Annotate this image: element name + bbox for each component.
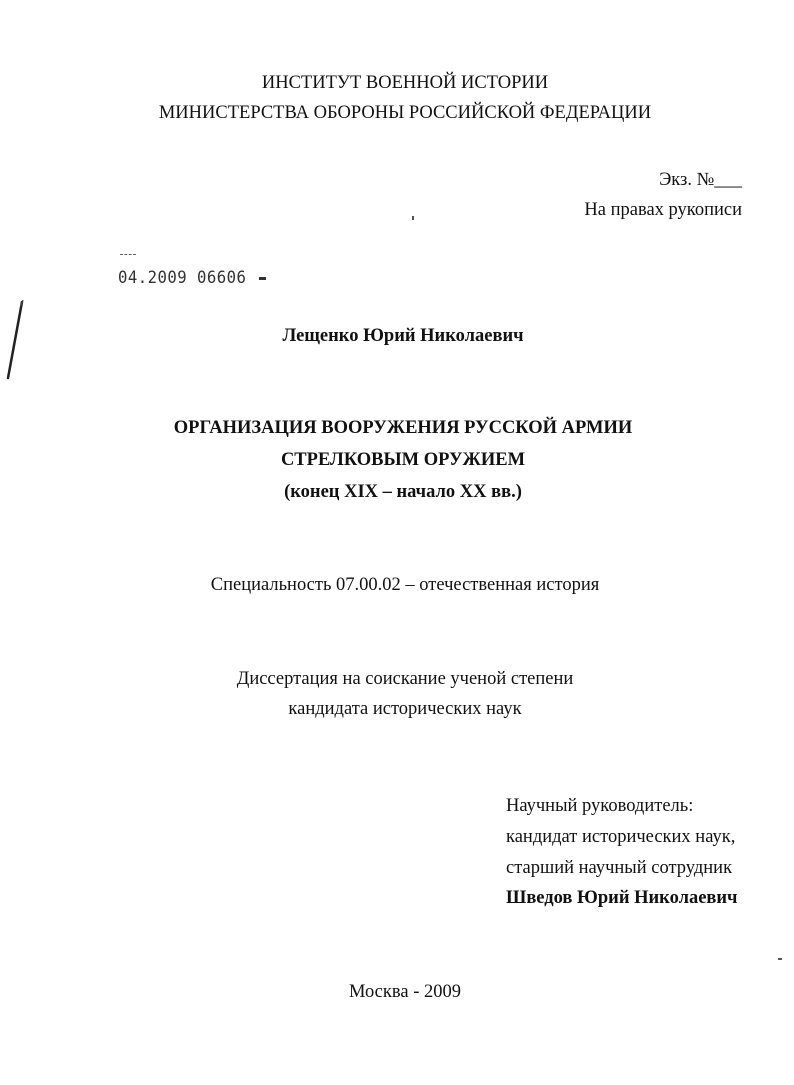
dissertation-title-line-2: СТРЕЛКОВЫМ ОРУЖИЕМ [280,450,526,470]
dissertation-degree-line-1: Диссертация на соискание ученой степени [236,669,574,689]
supervisor-degree: кандидат исторических наук, [506,827,736,847]
dissertation-degree-line-2: кандидата исторических наук [288,699,522,719]
scan-speck [778,958,782,960]
dissertation-title-line-1: ОРГАНИЗАЦИЯ ВООРУЖЕНИЯ РУССКОЙ АРМИИ [173,418,633,438]
dissertation-period: (конец XIX – начало XX вв.) [284,482,522,502]
specialty-line: Специальность 07.00.02 – отечественная история [210,575,600,595]
supervisor-name: Шведов Юрий Николаевич [506,888,738,908]
stamp-dash-mark [120,254,136,257]
scan-speck [412,216,414,220]
copy-number-label: Экз. №___ [659,170,742,190]
registration-stamp-number: 04.2009 06606 [118,268,247,288]
author-name: Лещенко Юрий Николаевич [282,326,524,346]
supervisor-position: старший научный сотрудник [506,858,733,878]
city-year: Москва - 2009 [348,982,461,1002]
manuscript-rights-label: На правах рукописи [584,200,742,220]
ministry-name: МИНИСТЕРСТВА ОБОРОНЫ РОССИЙСКОЙ ФЕДЕРАЦИИ [158,103,652,123]
stamp-tail-mark [259,277,266,280]
institute-name: ИНСТИТУТ ВОЕННОЙ ИСТОРИИ [261,73,549,93]
supervisor-label: Научный руководитель: [506,796,694,816]
